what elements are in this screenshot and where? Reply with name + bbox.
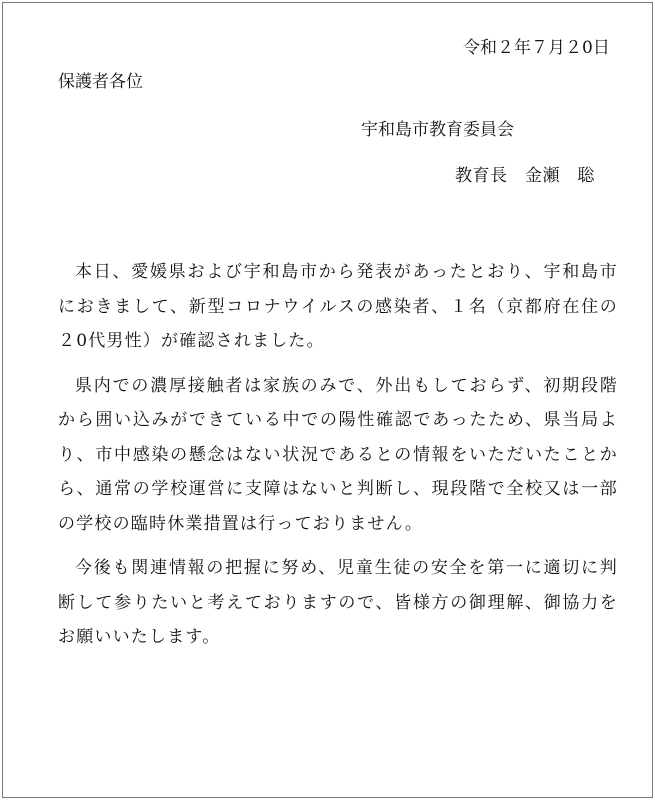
body-paragraph: 本日、愛媛県および宇和島市から発表があったとおり、宇和島市におきまして、新型コロナウイルスの感染者、１名（京都府在住の２0代男性）が確認されました。: [58, 262, 618, 351]
body-paragraph: 県内での濃厚接触者は家族のみで、外出もしておらず、初期段階から囲い込みができている中での陽性確認であったため、県当局より、市中感染の懸念はない状況であるとの情報をいただいたことから、通常の学校運営に支障はないと判断し、現段階で全校又は一部の学校の臨時休業措置は行っておりません。: [58, 375, 618, 534]
document-body: [58, 255, 618, 665]
body-paragraph: 今後も関連情報の把握に努め、児童生徒の安全を第一に適切に判断して参りたいと考えておりますので、皆様方の御理解、御協力をお願いいたします。: [58, 558, 618, 647]
sender-name: 教育長 金瀬 聡: [455, 166, 595, 186]
document-date: 令和２年７月２0日: [463, 38, 610, 58]
document-page: [2, 2, 653, 798]
organization-name: 宇和島市教育委員会: [361, 120, 514, 140]
recipient-line: 保護者各位: [58, 72, 143, 92]
